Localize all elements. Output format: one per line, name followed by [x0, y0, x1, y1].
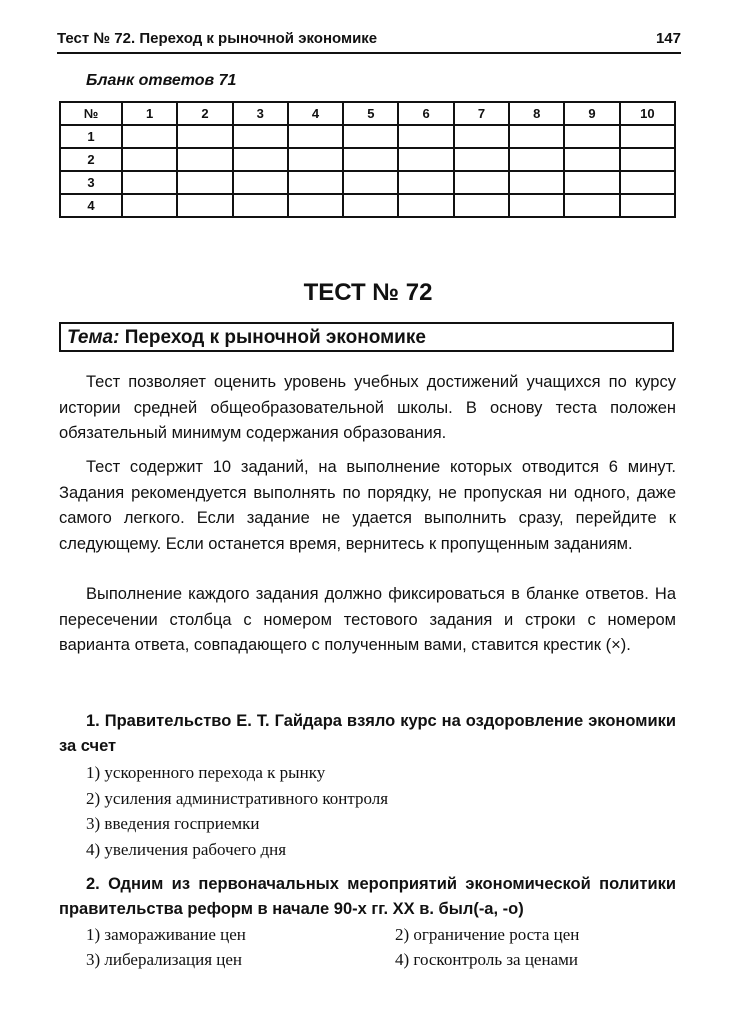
- page-number: 147: [655, 30, 681, 47]
- answer-cell[interactable]: [509, 171, 564, 194]
- topic-label: Тема:: [67, 327, 120, 348]
- answer-cell[interactable]: [122, 148, 177, 171]
- answer-cell[interactable]: [509, 194, 564, 217]
- answer-cell[interactable]: [620, 171, 675, 194]
- answer-sheet-header-row: [60, 102, 675, 125]
- answer-sheet-corner: №: [60, 102, 122, 125]
- answer-sheet-row: [60, 148, 675, 171]
- answer-cell[interactable]: [233, 194, 288, 217]
- answer-cell[interactable]: [177, 194, 232, 217]
- answer-cell[interactable]: [177, 148, 232, 171]
- answer-cell[interactable]: [620, 194, 675, 217]
- answer-cell[interactable]: [564, 171, 619, 194]
- column-header: 2: [177, 102, 232, 125]
- answer-cell[interactable]: [233, 125, 288, 148]
- answer-cell[interactable]: [398, 194, 453, 217]
- answer-cell[interactable]: [343, 194, 398, 217]
- answer-cell[interactable]: [398, 171, 453, 194]
- answer-cell[interactable]: [454, 194, 509, 217]
- answer-cell[interactable]: [509, 148, 564, 171]
- answer-cell[interactable]: [288, 171, 343, 194]
- running-header: [57, 30, 681, 54]
- column-header: 8: [509, 102, 564, 125]
- answer-instructions-paragraph: Выполнение каждого задания должно фиксироваться в бланке ответов. На пересечении столбца с номером тестового задания и строки с номером варианта ответа, совпадающего с полученным вами, ставится крестик (×).: [59, 585, 676, 654]
- answer-cell[interactable]: [177, 125, 232, 148]
- answer-cell[interactable]: [343, 148, 398, 171]
- option: 4) увеличения рабочего дня: [86, 839, 287, 859]
- answer-cell[interactable]: [122, 125, 177, 148]
- intro-paragraph: Тест позволяет оценить уровень учебных достижений учащихся по курсу истории средней общеобразовательной школы. В основу теста положен обязательный минимум содержания образования.: [59, 373, 676, 442]
- answer-cell[interactable]: [564, 125, 619, 148]
- row-header: 4: [60, 194, 122, 217]
- topic-text: Переход к рыночной экономике: [124, 327, 426, 348]
- answer-cell[interactable]: [233, 148, 288, 171]
- option: 2) ограничение роста цен: [395, 925, 580, 944]
- answer-cell[interactable]: [288, 148, 343, 171]
- question-1: 1. Правительство Е. Т. Гайдара взяло курс на оздоровление экономики за счет: [59, 712, 676, 755]
- answer-cell[interactable]: [122, 171, 177, 194]
- answer-cell[interactable]: [177, 171, 232, 194]
- row-header: 1: [60, 125, 122, 148]
- answer-cell[interactable]: [509, 125, 564, 148]
- question-1-options: [86, 760, 388, 862]
- column-header: 4: [288, 102, 343, 125]
- topic-box: [59, 322, 674, 352]
- answer-sheet-caption: Бланк ответов 71: [86, 72, 237, 89]
- answer-sheet-row: [60, 194, 675, 217]
- column-header: 1: [122, 102, 177, 125]
- option: 4) госконтроль за ценами: [395, 950, 578, 969]
- column-header: 5: [343, 102, 398, 125]
- answer-cell[interactable]: [564, 194, 619, 217]
- running-header-title: Тест № 72. Переход к рыночной экономике: [57, 30, 378, 47]
- option: 2) усиления административного контроля: [86, 788, 389, 808]
- row-header: 2: [60, 148, 122, 171]
- answer-cell[interactable]: [620, 148, 675, 171]
- answer-cell[interactable]: [343, 125, 398, 148]
- column-header: 3: [233, 102, 288, 125]
- answer-cell[interactable]: [454, 125, 509, 148]
- answer-cell[interactable]: [454, 171, 509, 194]
- answer-cell[interactable]: [620, 125, 675, 148]
- answer-cell[interactable]: [288, 194, 343, 217]
- answer-cell[interactable]: [288, 125, 343, 148]
- answer-cell[interactable]: [343, 171, 398, 194]
- option: 1) ускоренного перехода к рынку: [86, 763, 326, 782]
- option: 1) замораживание цен: [86, 925, 246, 944]
- column-header: 7: [454, 102, 509, 125]
- column-header: 6: [398, 102, 453, 125]
- column-header: 9: [564, 102, 619, 125]
- answer-cell[interactable]: [454, 148, 509, 171]
- test-title: ТЕСТ № 72: [303, 279, 433, 306]
- answer-cell[interactable]: [233, 171, 288, 194]
- answer-sheet-row: [60, 171, 675, 194]
- answer-cell[interactable]: [564, 148, 619, 171]
- answer-cell[interactable]: [398, 148, 453, 171]
- option: 3) введения госприемки: [86, 814, 260, 833]
- answer-cell[interactable]: [122, 194, 177, 217]
- row-header: 3: [60, 171, 122, 194]
- instructions-paragraph: Тест содержит 10 заданий, на выполнение которых отводится 6 минут. Задания рекомендуется выполнять по порядку, не пропуская ни одного, даже самого легкого. Если задание не удается выполнить сразу, перейдите к следующему. Если останется время, вернитесь к пропущенным заданиям.: [59, 458, 676, 553]
- column-header: 10: [620, 102, 675, 125]
- answer-sheet-row: [60, 125, 675, 148]
- answer-cell[interactable]: [398, 125, 453, 148]
- option: 3) либерализация цен: [86, 950, 243, 969]
- answer-sheet-table: [59, 101, 676, 218]
- question-2: 2. Одним из первоначальных мероприятий экономической политики правительства реформ в начале 90-х гг. XX в. был(-а, -о): [59, 875, 676, 918]
